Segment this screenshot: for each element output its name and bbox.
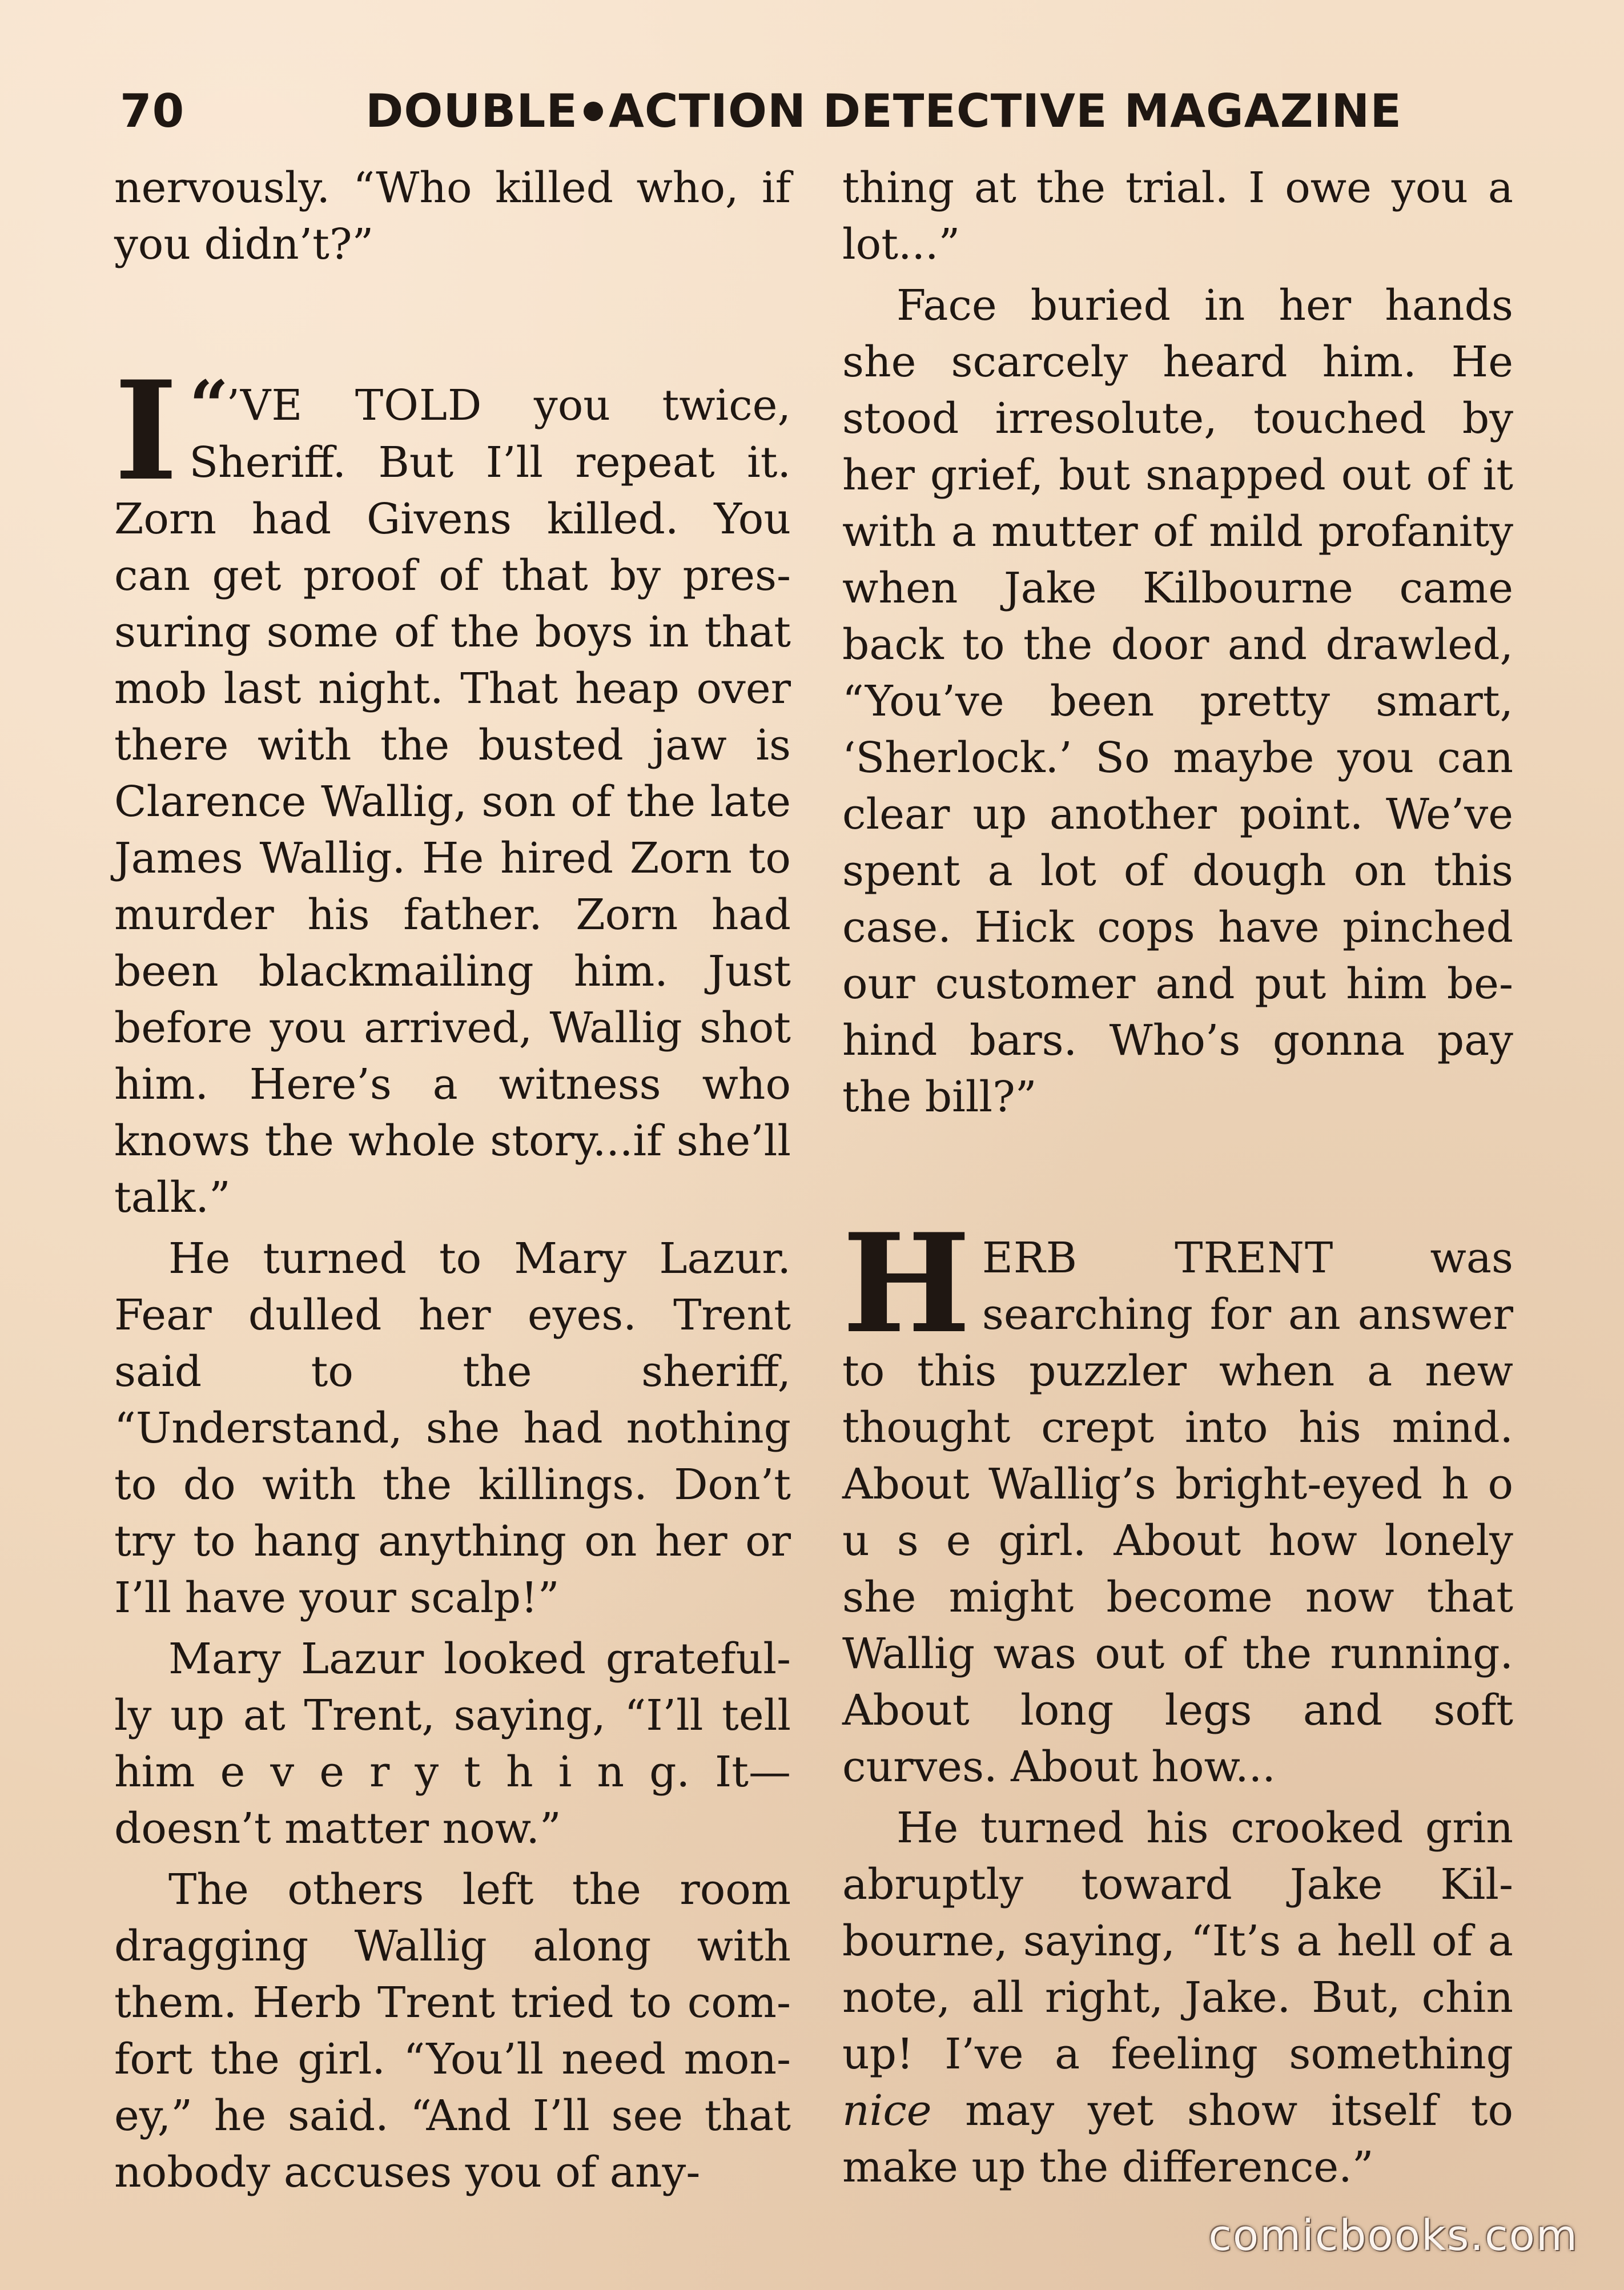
section-gap (114, 278, 791, 377)
left-column (114, 160, 791, 2205)
paragraph: thing at the trial. I owe you a lot...” (842, 163, 1513, 269)
drop-cap: I (114, 352, 178, 511)
magazine-title (365, 80, 1402, 143)
paragraph-text: may yet show itself to make up the difference.” (842, 2086, 1513, 2192)
watermark: comicbooks.com (1208, 2211, 1578, 2260)
bullet-dot-icon (584, 102, 603, 121)
italic-word: nice (842, 2086, 932, 2135)
lead-in-caps: ERB TRENT (982, 1234, 1334, 1283)
open-quote: “ (189, 365, 229, 446)
paragraph-text: you twice, Sheriff. But I’ll repeat it. Zorn had Givens killed. You can get proof of that by pressuring some of the boys in that mob last night. That heap over there with the busted jaw is Clarence Wallig, son of the late James Wallig. He hired Zorn to murder his father. Zorn had been blackmailing him. Just before you arrived, Wallig shot him. Here’s a witness who knows the whole story...if she’ll talk.” (114, 381, 791, 1222)
paragraph-dropcap-i (114, 352, 791, 1226)
title-part-double: DOUBLE (365, 85, 578, 138)
lead-in-caps: ’VE TOLD (226, 381, 483, 430)
paragraph-text: was searching for an answer to this puzzler when a new thought crept into his mind. About Wallig’s bright-eyed h o u s e girl. About how lonely she might become now that Wallig was out of the running. About long legs and soft curves. About how... (842, 1234, 1513, 1791)
paragraph: Face buried in her hands she scarcely heard him. He stood irresolute, touched by her grief, but snapped out of it with a mutter of mild profanity when Jake Kilbourne came back to the door and drawled, “You’ve been pretty smart, ‘Sherlock.’ So maybe you can clear up another point. We’ve spent a lot of dough on this case. Hick cops have pinched our customer and put him behind bars. Who’s gonna pay the bill?” (842, 281, 1513, 1122)
paragraph: The others left the room dragging Wallig along with them. Herb Trent tried to comfort the girl. “You’ll need money,” he said. “And I’ll see that nobody accuses you of any- (114, 1865, 791, 2197)
drop-cap: H (842, 1204, 971, 1364)
paragraph-text: He turned his crooked grin abruptly toward Jake Kilbourne, saying, “It’s a hell of a note, all right, Jake. But, chin up! I’ve a feeling something (842, 1803, 1513, 2079)
page-header (120, 80, 1502, 143)
paragraph (842, 1800, 1513, 2196)
paragraph: Mary Lazur looked gratefully up at Trent, saying, “I’ll tell him e v e r y t h i n g. It—doesn’t matter now.” (114, 1634, 791, 1853)
right-column (842, 160, 1513, 2200)
paragraph-dropcap-h (842, 1204, 1513, 1795)
paragraph: nervously. “Who killed who, if you didn’t?” (114, 163, 791, 269)
page-number: 70 (120, 85, 185, 138)
paragraph: He turned to Mary Lazur. Fear dulled her eyes. Trent said to the sheriff, “Understand, she had nothing to do with the killings. Don’t try to hang anything on her or I’ll have your scalp!” (114, 1234, 791, 1622)
title-part-rest: ACTION DETECTIVE MAGAZINE (608, 85, 1402, 138)
